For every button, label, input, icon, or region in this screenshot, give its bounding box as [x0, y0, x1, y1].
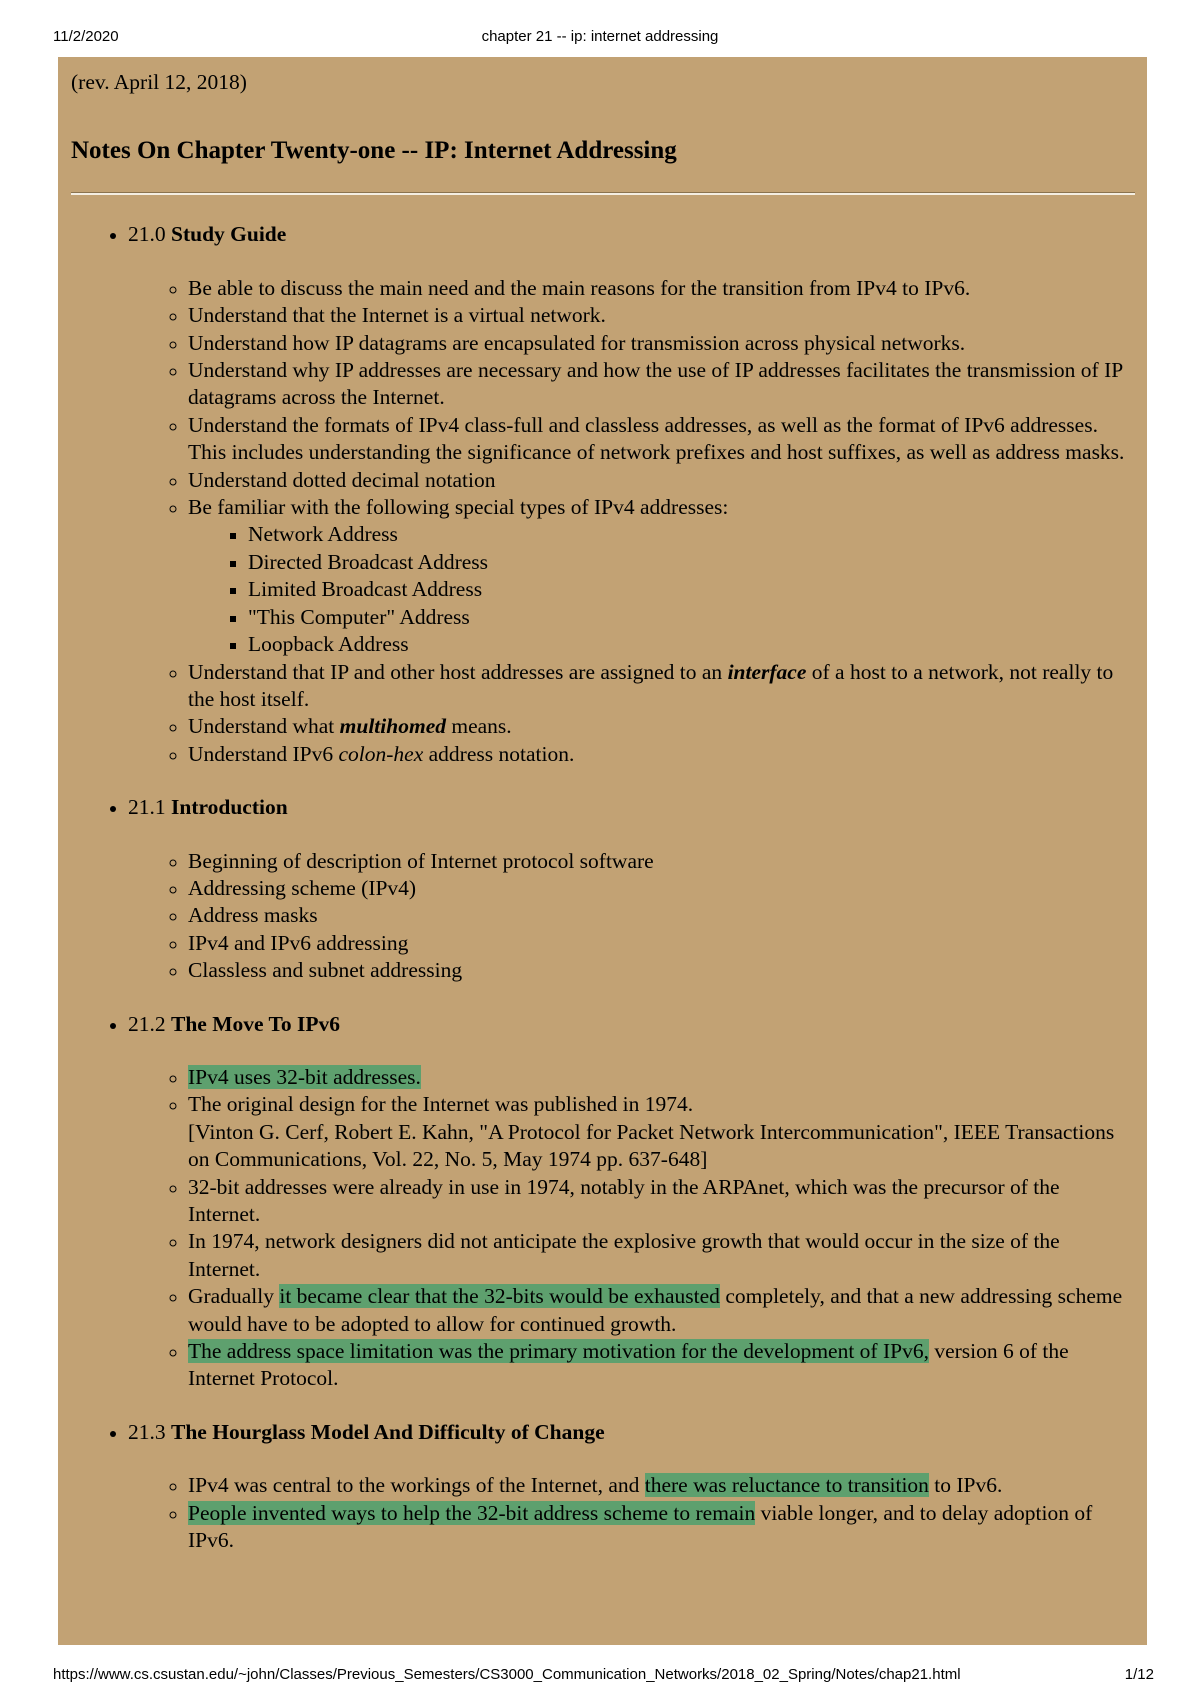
highlighted-text: IPv4 uses 32-bit addresses. — [188, 1064, 421, 1089]
text-segment: IPv4 was central to the workings of the Internet, and — [188, 1473, 645, 1498]
section-heading — [128, 794, 1135, 821]
list-item — [188, 741, 1135, 768]
revision-note: (rev. April 12, 2018) — [71, 70, 247, 94]
list-item: ◦ Understand why IP addresses are necessary and how the use of IP addresses facilitates the transmission of IP datagrams across the Internet. — [188, 357, 1135, 412]
section-introduction — [128, 794, 1135, 984]
list-item-text: Be familiar with the following special types of IPv4 addresses: — [188, 495, 729, 520]
list-item: ◦ Understand dotted decimal notation — [188, 467, 1135, 494]
emphasis: multihomed — [339, 714, 446, 739]
list-item: ◦ Beginning of description of Internet protocol software — [188, 848, 1135, 875]
text-segment: The original design for the Internet was published in 1974. — [188, 1092, 694, 1117]
page-content — [58, 57, 1147, 1645]
section-move-to-ipv6 — [128, 1011, 1135, 1393]
text-segment: Understand what — [188, 714, 340, 739]
section-hourglass-model — [128, 1419, 1135, 1555]
introduction-list — [128, 848, 1135, 985]
highlighted-text: People invented ways to help the 32-bit address scheme to remain — [188, 1500, 756, 1525]
section-heading — [128, 1011, 1135, 1038]
text-segment: version 6 of the Internet Protocol. — [188, 1339, 1069, 1391]
list-item — [188, 1500, 1135, 1555]
list-item: ◦ Understand how IP datagrams are encapsulated for transmission across physical networks. — [188, 330, 1135, 357]
list-item: ◦ Understand the formats of IPv4 class-full and classless addresses, as well as the format of IPv6 addresses. This includes understanding the significance of network prefixes and host suffixes, as well as address masks. — [188, 412, 1135, 467]
section-title: The Move To IPv6 — [171, 1011, 341, 1036]
print-header — [0, 28, 1200, 50]
list-item: ◦ Addressing scheme (IPv4) — [188, 875, 1135, 902]
list-item — [188, 1091, 1135, 1173]
list-item — [188, 494, 1135, 658]
page-title: Notes On Chapter Twenty-one -- IP: Internet Addressing — [71, 137, 677, 165]
list-item: ◦ Understand that the Internet is a virtual network. — [188, 302, 1135, 329]
list-item: ▪ Loopback Address — [248, 631, 1135, 658]
print-title: chapter 21 -- ip: internet addressing — [481, 28, 719, 45]
list-item — [188, 1064, 1135, 1091]
section-number: 21.2 — [128, 1011, 171, 1036]
list-item: ◦ IPv4 and IPv6 addressing — [188, 930, 1135, 957]
section-title: Introduction — [171, 795, 288, 820]
page-url: https://www.cs.csustan.edu/~john/Classes/Previous_Semesters/CS3000_Communication_Networks/2018_02_Spring/Notes/chap21.html — [53, 1666, 961, 1683]
list-item: ▪ Limited Broadcast Address — [248, 576, 1135, 603]
move-to-ipv6-list — [128, 1064, 1135, 1393]
text-segment: Understand IPv6 — [188, 741, 339, 766]
list-item: ◦ 32-bit addresses were already in use in 1974, notably in the ARPAnet, which was the precursor of the Internet. — [188, 1174, 1135, 1229]
list-item: ◦ Be able to discuss the main need and the main reasons for the transition from IPv4 to IPv6. — [188, 275, 1135, 302]
special-address-list — [188, 521, 1135, 658]
text-segment: viable longer, and to delay adoption of IPv6. — [188, 1500, 1093, 1553]
section-number: 21.1 — [128, 795, 171, 820]
text-segment: to IPv6. — [928, 1473, 1003, 1498]
section-number: 21.0 — [128, 222, 171, 247]
list-item — [188, 1338, 1135, 1393]
emphasis: interface — [727, 659, 807, 684]
list-item: ◦ In 1974, network designers did not anticipate the explosive growth that would occur in the size of the Internet. — [188, 1228, 1135, 1283]
list-item: ▪ Network Address — [248, 521, 1135, 548]
list-item — [188, 1472, 1135, 1499]
text-segment: completely, and that a new addressing scheme would have to be adopted to allow for continued growth. — [188, 1284, 1123, 1336]
section-heading — [128, 1419, 1135, 1446]
print-footer — [0, 1666, 1200, 1688]
section-title: Study Guide — [171, 222, 287, 247]
text-segment: of a host to a network, not really to the host itself. — [188, 659, 1114, 711]
highlighted-text: there was reluctance to transition — [644, 1473, 929, 1498]
hourglass-list — [128, 1472, 1135, 1554]
emphasis: colon-hex — [338, 741, 424, 766]
text-segment: address notation. — [423, 741, 575, 766]
section-heading — [128, 221, 1135, 248]
list-item — [188, 1283, 1135, 1338]
list-item: ▪ "This Computer" Address — [248, 604, 1135, 631]
citation: [Vinton G. Cerf, Robert E. Kahn, "A Protocol for Packet Network Intercommunication", IEEE Transactions on Communications, Vol. 22, No. 5, May 1974 pp. 637-648] — [188, 1119, 1115, 1172]
highlighted-text: it became clear that the 32-bits would be exhausted — [279, 1284, 720, 1309]
section-study-guide — [128, 221, 1135, 768]
list-item: ▪ Directed Broadcast Address — [248, 549, 1135, 576]
list-item — [188, 713, 1135, 740]
list-item — [188, 659, 1135, 714]
highlighted-text: The address space limitation was the primary motivation for the development of IPv6, — [188, 1339, 929, 1364]
page-number: 1/12 — [1124, 1666, 1154, 1683]
list-item: ◦ Address masks — [188, 902, 1135, 929]
text-segment: Understand that IP and other host addresses are assigned to an — [188, 659, 728, 684]
section-list — [71, 221, 1135, 1554]
divider — [71, 192, 1135, 195]
section-title: The Hourglass Model And Difficulty of Change — [171, 1419, 605, 1444]
list-item: ◦ Classless and subnet addressing — [188, 957, 1135, 984]
print-date: 11/2/2020 — [53, 28, 119, 45]
section-number: 21.3 — [128, 1419, 171, 1444]
study-guide-list — [128, 275, 1135, 768]
text-segment: Gradually — [188, 1284, 280, 1309]
text-segment: means. — [445, 714, 512, 739]
